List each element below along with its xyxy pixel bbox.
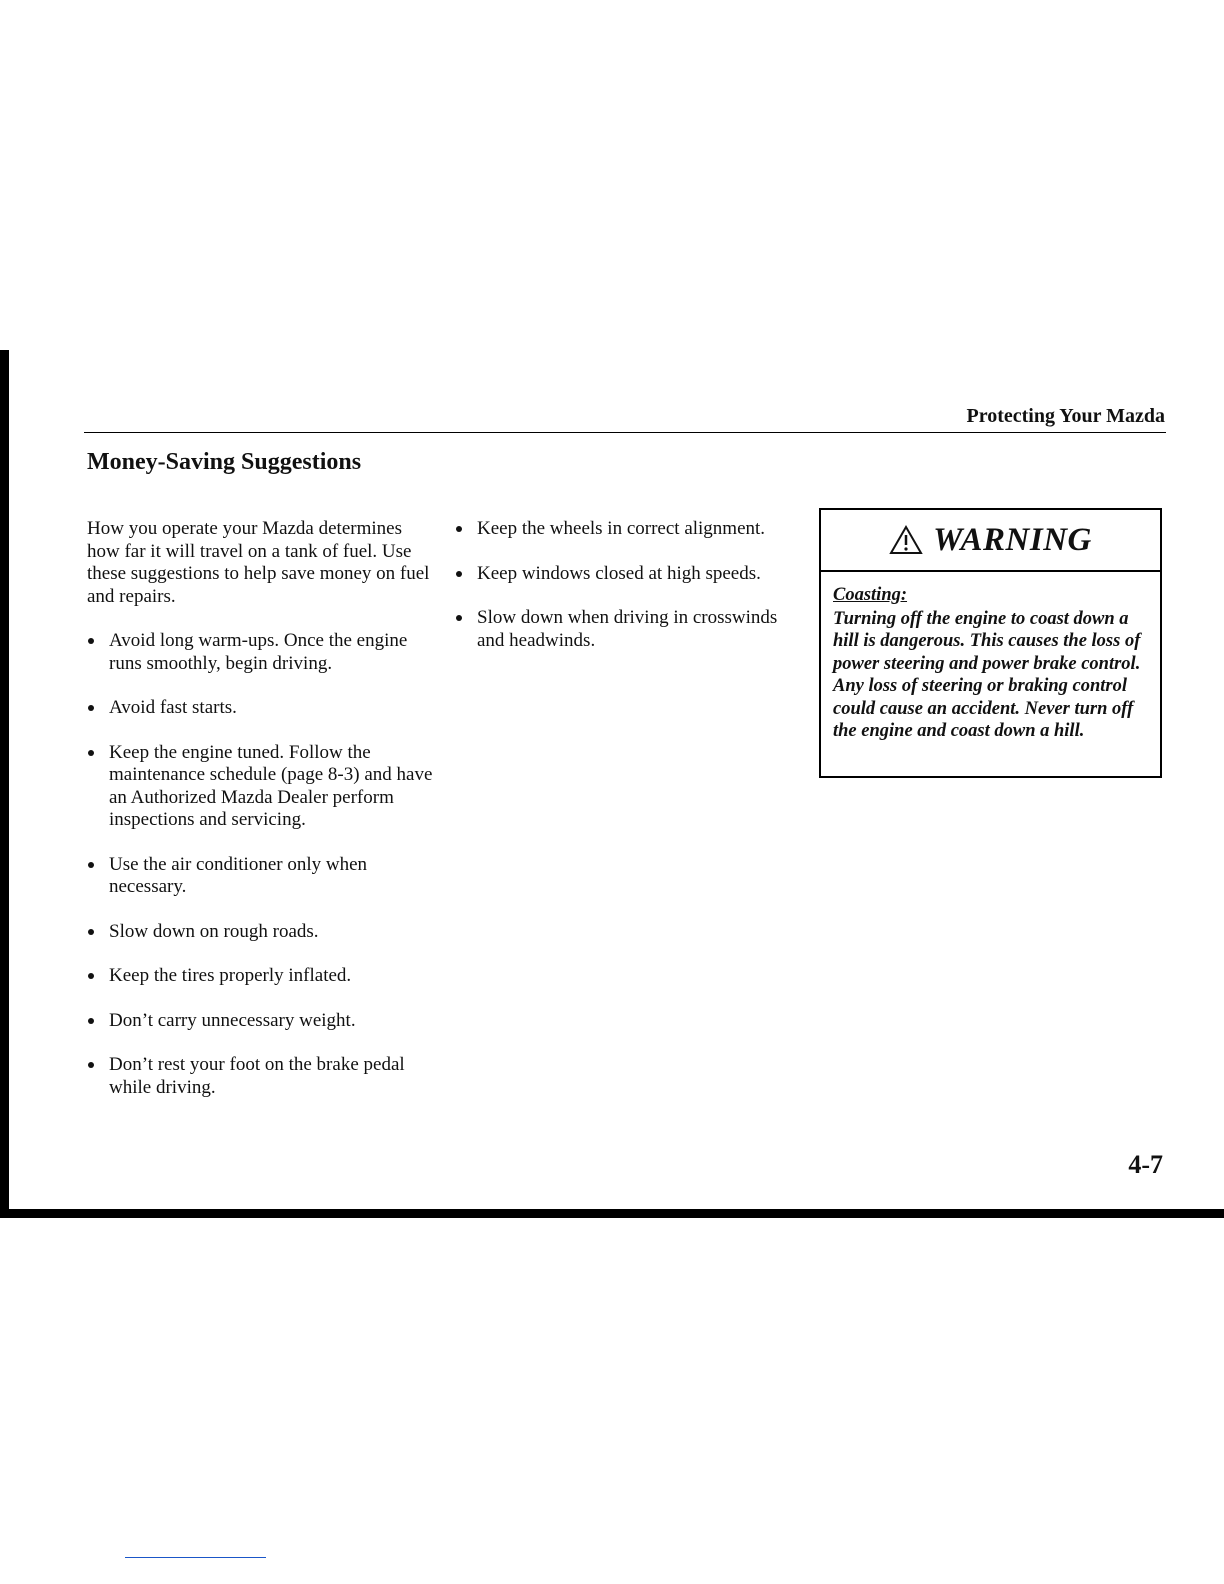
- left-column: [87, 518, 439, 1121]
- warning-box: [819, 508, 1162, 778]
- list-item-text: Use the air conditioner only when necessary.: [109, 853, 368, 897]
- bullet-icon: [456, 571, 462, 577]
- warning-title: WARNING: [933, 521, 1092, 558]
- list-item-text: Avoid long warm-ups. Once the engine runs smoothly, begin driving.: [109, 630, 408, 674]
- scan-bottom-border: [0, 1209, 1224, 1218]
- intro-paragraph: How you operate your Mazda determines how far it will travel on a tank of fuel. Use these suggestions to help save money on fuel and repairs.: [87, 518, 430, 607]
- scan-left-border: [0, 350, 9, 1218]
- bullet-icon: [88, 929, 94, 935]
- list-item: [87, 742, 439, 832]
- list-item-text: Keep the engine tuned. Follow the maintenance schedule (page 8-3) and have an Authorized Mazda Dealer perform inspections and servicing.: [109, 741, 433, 830]
- warning-header: [821, 510, 1160, 572]
- list-item: [455, 563, 800, 586]
- bullet-icon: [88, 1062, 94, 1068]
- page-title: Money-Saving Suggestions: [87, 449, 362, 475]
- list-item-text: Slow down when driving in crosswinds and headwinds.: [477, 607, 778, 651]
- warning-subtitle: Coasting:: [833, 585, 908, 605]
- header-rule: [84, 432, 1166, 433]
- list-item: [87, 854, 439, 899]
- list-item: [455, 607, 800, 652]
- warning-text: Turning off the engine to coast down a hill is dangerous. This causes the loss of power steering and power brake control. Any loss of steering or braking control could cause an accident. Never turn off the engine and coast down a hill.: [833, 608, 1141, 741]
- suggestion-list-right: [455, 518, 800, 652]
- bullet-icon: [456, 526, 462, 532]
- warning-triangle-icon: [889, 525, 923, 555]
- list-item-text: Slow down on rough roads.: [109, 920, 319, 942]
- suggestion-list-left: [87, 630, 439, 1099]
- list-item: [87, 1054, 439, 1099]
- bullet-icon: [88, 862, 94, 868]
- list-item-text: Keep the wheels in correct alignment.: [477, 518, 766, 539]
- list-item-text: Avoid fast starts.: [109, 697, 237, 718]
- running-header: Protecting Your Mazda: [966, 405, 1165, 427]
- list-item: [87, 1010, 439, 1033]
- bullet-icon: [88, 1018, 94, 1024]
- page-number: 4-7: [1128, 1150, 1163, 1179]
- list-item-text: Don’t rest your foot on the brake pedal while driving.: [109, 1054, 405, 1098]
- warning-body: [821, 572, 1160, 743]
- middle-column: [455, 518, 800, 674]
- list-item: [87, 630, 439, 675]
- list-item: [87, 965, 439, 988]
- bullet-icon: [88, 750, 94, 756]
- list-item-text: Keep the tires properly inflated.: [109, 965, 352, 986]
- list-item: [455, 518, 800, 541]
- list-item: [87, 697, 439, 720]
- list-item: [87, 921, 439, 944]
- bullet-icon: [88, 638, 94, 644]
- bullet-icon: [456, 615, 462, 621]
- list-item-text: Don’t carry unnecessary weight.: [109, 1009, 356, 1031]
- bullet-icon: [88, 973, 94, 979]
- footer-line: [125, 1557, 266, 1558]
- list-item-text: Keep windows closed at high speeds.: [477, 562, 761, 584]
- bullet-icon: [88, 705, 94, 711]
